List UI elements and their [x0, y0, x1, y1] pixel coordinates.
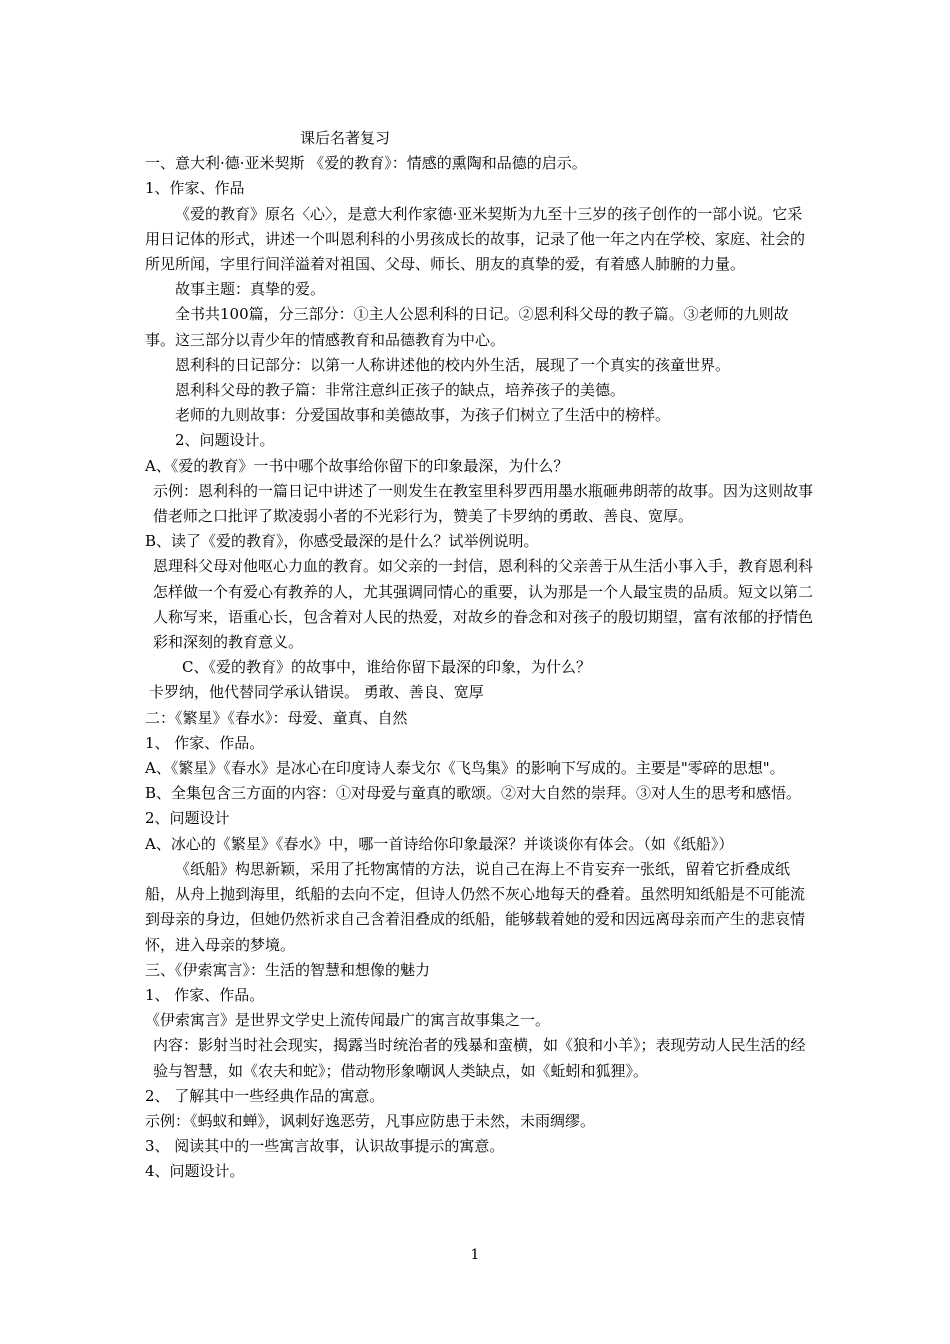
- section-3-heading: 三、《伊索寓言》：生活的智慧和想像的魅力: [145, 960, 431, 979]
- section-2-heading: 二：《繁星》《春水》：母爱、童真、自然: [145, 708, 408, 727]
- paragraph: 恩利科的日记部分：以第一人称讲述他的校内外生活，展现了一个真实的孩童世界。: [175, 355, 731, 374]
- subheading-author-works: 1、 作家、作品。: [145, 985, 265, 1004]
- question: A、《爱的教育》一书中哪个故事给你留下的印象最深，为什么？: [145, 456, 569, 475]
- question: C、《爱的教育》的故事中，谁给你留下最深的印象，为什么？: [182, 658, 591, 677]
- paragraph: 全书共100篇，分三部分：①主人公恩利科的日记。②恩利科父母的教子篇。③老师的九则故事。这三部分以青少年的情感教育和品德教育为中心。: [145, 305, 789, 349]
- page-number: 1: [470, 1247, 480, 1263]
- section-1-heading: 一、意大利·德·亚米契斯 《爱的教育》：情感的熏陶和品德的启示。: [145, 154, 587, 173]
- paragraph: 老师的九则故事：分爱国故事和美德故事，为孩子们树立了生活中的榜样。: [175, 406, 671, 425]
- question: A、冰心的《繁星》《春水》中，哪一首诗给你印象最深？并谈谈你有体会。（如《纸船》）: [145, 834, 734, 853]
- paragraph: B、全集包含三方面的内容：①对母爱与童真的歌颂。②对大自然的崇拜。③对人生的思考和感悟。: [145, 784, 802, 803]
- paragraph: 《爱的教育》原名〈心〉，是意大利作家德·亚米契斯为九至十三岁的孩子创作的一部小说。它采用日记体的形式，讲述一个叫恩利科的小男孩成长的故事，记录了他一年之内在学校、家庭、社会的所见所闻，字里行间洋溢着对祖国、父母、师长、朋友的真挚的爱，有着感人肺腑的力量。: [145, 204, 806, 274]
- answer-paragraph: 《纸船》构思新颖，采用了托物寓情的方法，说自己在海上不肯妄弃一张纸，留着它折叠成纸船，从舟上抛到海里，纸船的去向不定，但诗人仍然不灰心地每天的叠着。虽然明知纸船是不可能流到母亲的身边，但她仍然祈求自己含着泪叠成的纸船，能够载着她的爱和因远离母亲而产生的悲哀情怀，进入母亲的梦境。: [145, 859, 806, 954]
- subheading-questions: 2、问题设计。: [175, 431, 275, 450]
- document-body: [145, 126, 817, 1185]
- paragraph: 内容：影射当时社会现实，揭露当时统治者的残暴和蛮横，如《狼和小羊》；表现劳动人民生活的经验与智慧，如《农夫和蛇》；借动物形象嘲讽人类缺点，如《蚯蚓和狐狸》。: [153, 1036, 806, 1080]
- example: 示例：《蚂蚁和蝉》，讽刺好逸恶劳，凡事应防患于未然，未雨绸缪。: [145, 1111, 596, 1130]
- example-answer: 示例：恩利科的一篇日记中讲述了一则发生在教室里科罗西用墨水瓶砸弗朗蒂的故事。因为这则故事借老师之口批评了欺凌弱小者的不光彩行为，赞美了卡罗纳的勇敢、善良、宽厚。: [153, 481, 814, 526]
- paragraph: A、《繁星》《春水》是冰心在印度诗人泰戈尔《飞鸟集》的影响下写成的。主要是"零碎的思想"。: [145, 759, 785, 778]
- subheading-questions: 4、问题设计。: [145, 1162, 245, 1181]
- document-title: 课后名著复习: [300, 129, 391, 147]
- paragraph: 故事主题：真挚的爱。: [175, 280, 326, 299]
- subheading-author-works: 1、作家、作品: [145, 179, 245, 198]
- question: B、读了《爱的教育》，你感受最深的是什么？试举例说明。: [145, 532, 539, 551]
- subheading: 3、 阅读其中的一些寓言故事，认识故事提示的寓意。: [145, 1137, 505, 1156]
- subheading-author-works: 1、 作家、作品。: [145, 733, 265, 752]
- paragraph: 恩利科父母的教子篇：非常注意纠正孩子的缺点，培养孩子的美德。: [175, 381, 626, 400]
- answer-paragraph: 恩理科父母对他呕心力血的教育。如父亲的一封信，恩利科的父亲善于从生活小事入手，教育恩利科怎样做一个有爱心有教养的人，尤其强调同情心的重要，认为那是一个人最宝贵的品质。短文以第二人称写来，语重心长，包含着对人民的热爱，对故乡的眷念和对孩子的殷切期望，富有浓郁的抒情色彩和深刻的教育意义。: [153, 557, 814, 652]
- paragraph: 《伊索寓言》是世界文学史上流传闻最广的寓言故事集之一。: [145, 1011, 551, 1030]
- answer: 卡罗纳，他代替同学承认错误。 勇敢、善良、宽厚: [149, 683, 484, 702]
- subheading: 2、 了解其中一些经典作品的寓意。: [145, 1086, 385, 1105]
- subheading-questions: 2、问题设计: [145, 809, 230, 828]
